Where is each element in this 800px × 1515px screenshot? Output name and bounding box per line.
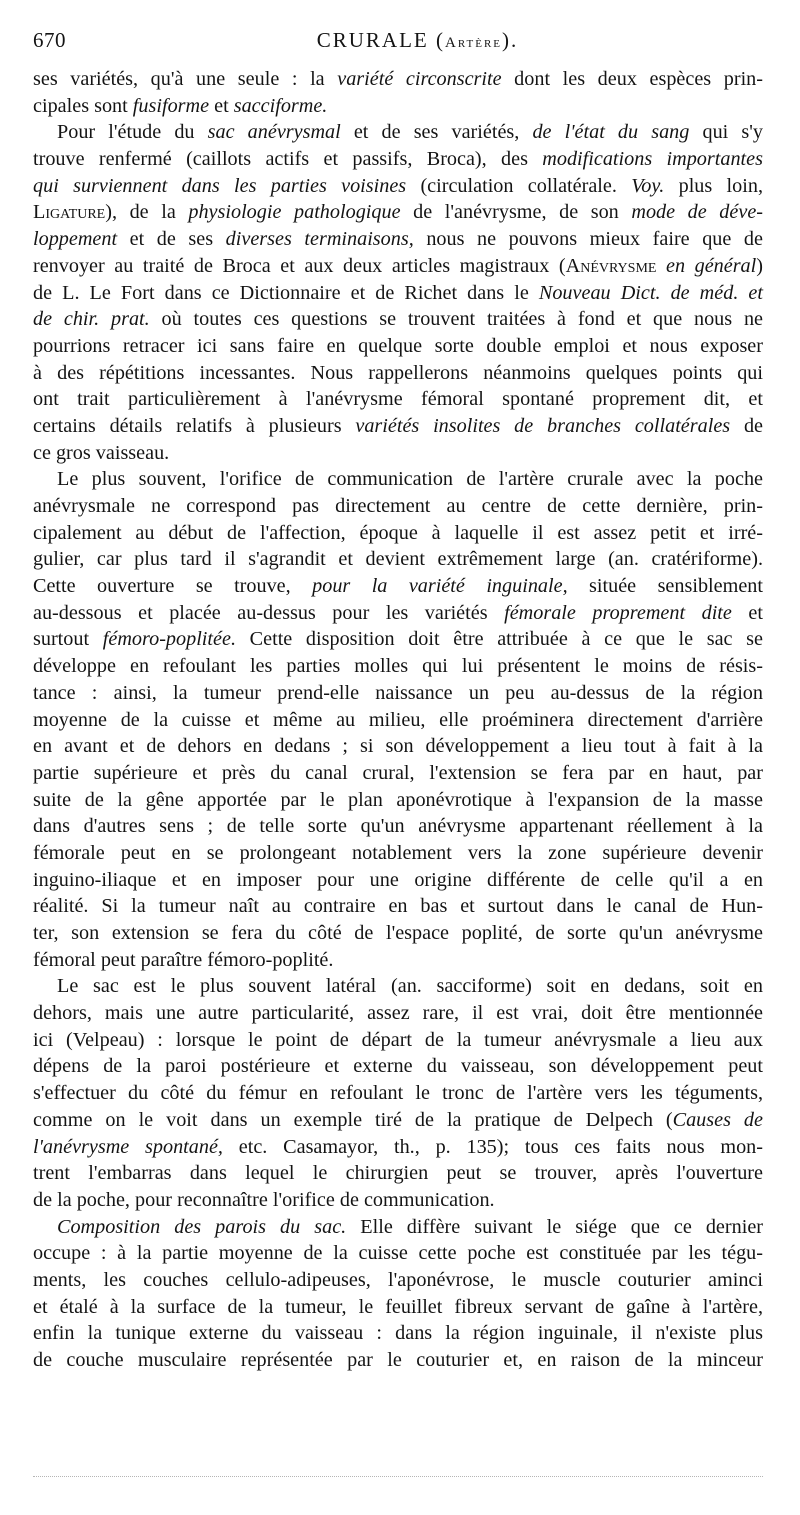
text-segment: de l'anévrysme, de son [400,201,632,224]
text-line [33,813,763,840]
text-line [33,493,763,520]
text-segment: dans d'autres sens ; de telle sorte qu'un anévrysme appartenant réellement à la [33,815,763,838]
text-line [33,146,763,173]
text-line [33,1080,763,1107]
text-line [33,653,763,680]
text-line [33,1187,763,1214]
text-line [33,199,763,226]
italic-text: sacciforme. [233,94,328,117]
text-segment: trent l'embarras dans lequel le chirurgien peut se trouver, après l'ouverture [33,1162,763,1185]
italic-text: mode de déve- [631,201,763,224]
running-title-sub: Artère [445,35,503,51]
text-segment: etc. Casamayor, th., p. 135); tous ces faits nous mon- [222,1135,763,1158]
italic-text: variété circonscrite [337,68,502,90]
text-line [33,226,763,253]
text-line [33,600,763,627]
text-segment: gulier, car plus tard il s'agrandit et devient extrêmement large (an. cratériforme). [33,548,763,571]
text-segment: inguino-iliaque et en imposer pour une origine différente de celle qu'il a en [33,868,763,891]
text-segment: renvoyer au traité de Broca et aux deux articles magistraux ( [33,254,566,277]
running-header [33,28,762,58]
italic-text: Composition des parois du sac. [57,1215,347,1238]
text-line [33,466,763,493]
italic-text: fémorale proprement dite [504,601,732,624]
text-line [33,1053,763,1080]
text-line [33,520,763,547]
text-segment: ments, les couches cellulo-adipeuses, l'aponévrose, le muscle couturier aminci [33,1268,763,1291]
text-segment: fémoral peut paraître fémoro-poplité. [33,948,334,971]
text-line [33,1294,763,1321]
text-line [33,1134,763,1161]
italic-text: variétés insolites de branches collatérales [355,414,731,437]
text-segment: partie supérieure et près du canal crural, l'extension se fera par en haut, par [33,761,763,784]
text-line [33,573,763,600]
text-segment: où toutes ces questions se trouvent traitées à fond et que nous ne [149,308,763,331]
text-segment: ont trait particulièrement à l'anévrysme fémoral spontané proprement dit, et [33,388,763,411]
text-segment: ter, son extension se fera du côté de l'espace poplité, de sorte qu'un anévrysme [33,922,763,944]
small-caps-text: Ligature [33,201,106,224]
text-line [33,546,763,573]
text-line [33,1000,763,1027]
text-segment: plus loin, [664,174,763,197]
text-segment: ses variétés, qu'à une seule : la [33,68,338,90]
text-segment: de [730,414,763,437]
text-segment: et [209,94,234,117]
text-line [33,760,763,787]
text-segment: pourrions retracer ici sans faire en quelque sorte double emploi et nous exposer [33,334,763,357]
text-segment: Le sac est le plus souvent latéral (an. sacciforme) soit en dedans, soit en [57,975,763,998]
text-line [33,973,763,1000]
text-line [33,440,763,467]
text-segment: au-dessous et placée au-dessus pour les variétés [33,601,505,624]
text-segment: et étalé à la surface de la tumeur, le feuillet fibreux servant de gaîne à l'artère, [33,1295,763,1318]
text-segment: s'effectuer du côté du fémur en refoulant le tronc de l'artère vers les téguments, [33,1082,763,1105]
text-segment: à des répétitions incessantes. Nous rappellerons néanmoins quelques points qui [33,361,763,384]
text-segment: cipalement au début de l'affection, époque à laquelle il est assez petit et irré- [33,521,763,544]
text-segment: certains détails relatifs à plusieurs [33,414,356,437]
body-text [33,66,763,1374]
text-segment: ) [756,254,763,277]
text-segment: cipales sont [33,94,133,117]
italic-text: de chir. prat. [33,308,150,331]
text-segment: comme on le voit dans un exemple tiré de la pratique de Delpech ( [33,1108,673,1131]
running-title-close: ). [502,28,519,52]
italic-text: sac anévrysmal [207,121,341,144]
text-segment: Elle diffère suivant le siége que ce dernier [346,1215,764,1238]
text-segment: moyenne de la cuisse et même au milieu, elle proéminera directement d'arrière [33,708,763,731]
text-line [33,787,763,814]
text-segment: qui s'y [689,121,763,144]
text-line [33,173,763,200]
italic-text: qui surviennent dans les parties voisines [33,174,407,197]
running-title-open: ( [428,28,445,52]
text-line [33,386,763,413]
text-segment: Cette ouverture se trouve, [33,575,313,598]
text-line [33,1160,763,1187]
italic-text: fusiforme [132,94,210,117]
text-segment: ), de la [105,201,189,224]
text-segment: Le plus souvent, l'orifice de communication de l'artère crurale avec la poche [57,468,763,491]
running-title [33,28,762,53]
italic-text: fémoro-poplitée. [102,628,236,651]
text-segment: Cette disposition doit être attribuée à ce que le sac se [236,628,764,651]
text-line [33,360,763,387]
text-line [33,1267,763,1294]
running-title-main: CRURALE [316,28,429,52]
text-segment: dehors, mais une autre particularité, assez rare, il est vrai, doit être mentionnée [33,1002,763,1025]
text-segment: suite de la gêne apportée par le plan aponévrotique à l'expansion de la masse [33,788,763,811]
text-line [33,1214,763,1241]
text-line [33,66,763,93]
text-line [33,413,763,440]
text-segment: (circulation collatérale. [406,174,632,197]
text-line [33,840,763,867]
italic-text: loppement [33,228,118,251]
text-line [33,680,763,707]
italic-text: l'anévrysme spontané, [33,1135,223,1158]
text-line [33,626,763,653]
text-segment: trouve renfermé (caillots actifs et passifs, Broca), des [33,148,543,171]
text-segment: en avant et de dehors en dedans ; si son développement a lieu tout à fait à la [33,735,763,758]
italic-text: diverses terminaisons, [225,228,414,251]
text-segment: située sensiblement [567,575,763,598]
text-line [33,893,763,920]
page-number: 670 [33,28,66,52]
italic-text: de l'état du sang [532,121,690,144]
text-segment: tance : ainsi, la tumeur prend-elle naissance un peu au-dessus de la région [33,681,763,704]
text-segment: surtout [33,628,103,651]
text-line [33,280,763,307]
text-segment: occupe : à la partie moyenne de la cuisse cette poche est constituée par les tégu- [33,1242,763,1265]
text-segment: développe en refoulant les parties molles qui lui présentent le moins de résis- [33,655,763,678]
italic-text: Causes de [672,1108,763,1131]
text-segment: et de ses variétés, [340,121,533,144]
text-line [33,707,763,734]
text-line [33,1347,763,1374]
text-segment: de couche musculaire représentée par le couturier et, en raison de la minceur [33,1349,763,1371]
text-segment: ce gros vaisseau. [33,441,170,464]
text-segment: dépens de la paroi postérieure et externe du vaisseau, son développement peut [33,1055,763,1078]
text-segment: de L. Le Fort dans ce Dictionnaire et de Richet dans le [33,281,539,304]
text-segment: et de ses [117,228,226,251]
text-segment: anévrysmale ne correspond pas directement au centre de cette dernière, prin- [33,495,763,517]
bottom-rule [33,1476,763,1477]
text-segment [656,255,666,277]
text-segment: dont les deux espèces prin- [501,68,763,90]
text-line [33,947,763,974]
text-line [33,867,763,894]
italic-text: en général [666,254,757,277]
text-line [33,1240,763,1267]
text-segment: nous ne pouvons mieux faire que de [413,228,763,251]
italic-text: Nouveau Dict. de méd. et [538,281,763,304]
text-line [33,733,763,760]
text-line [33,1320,763,1347]
text-segment: Pour l'étude du [57,121,208,144]
text-line [33,253,763,280]
italic-text: pour la variété inguinale, [312,575,568,598]
text-segment: réalité. Si la tumeur naît au contraire en bas et surtout dans le canal de Hun- [33,895,763,918]
text-line [33,93,763,120]
small-caps-text: Anévrysme [565,254,657,277]
text-segment: fémorale peut en se prolongeant notablement vers la zone supérieure devenir [33,841,763,864]
text-segment: et [731,601,763,624]
italic-text: Voy. [631,174,665,197]
italic-text: modifications importantes [542,148,763,171]
text-line [33,333,763,360]
italic-text: physiologie pathologique [188,201,401,224]
text-segment: ici (Velpeau) : lorsque le point de départ de la tumeur anévrysmale a lieu aux [33,1028,763,1051]
text-line [33,119,763,146]
text-line [33,306,763,333]
text-line [33,1027,763,1054]
text-segment: de la poche, pour reconnaître l'orifice de communication. [33,1188,495,1211]
text-segment: enfin la tunique externe du vaisseau : dans la région inguinale, il n'existe plus [33,1322,763,1345]
text-line [33,1107,763,1134]
text-line [33,920,763,947]
